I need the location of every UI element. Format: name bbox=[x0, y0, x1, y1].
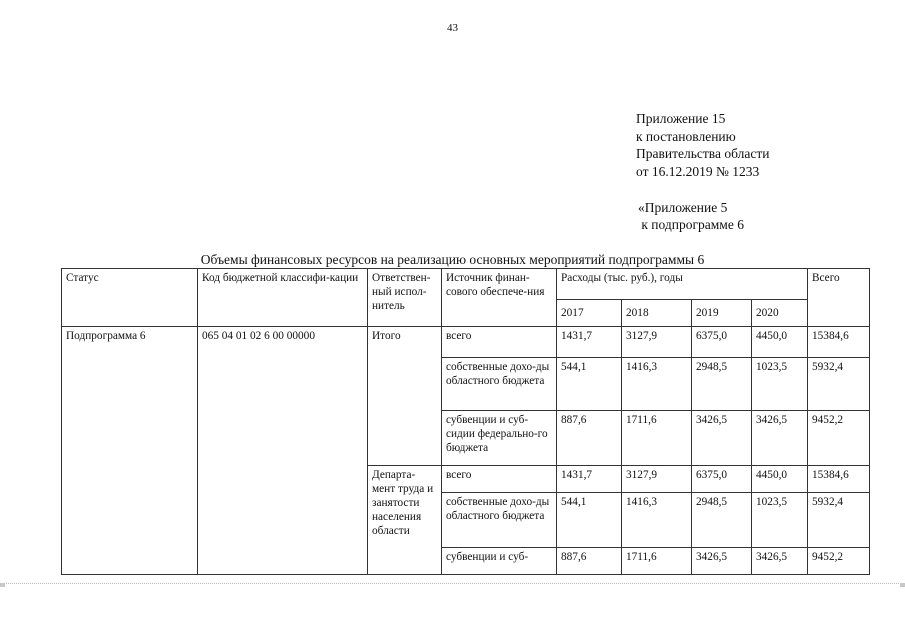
header-year: 2020 bbox=[752, 300, 808, 327]
page-fold-line bbox=[0, 583, 905, 584]
header-status: Статус bbox=[62, 269, 198, 327]
source-cell: субвенции и суб-сидии федерально-го бюджета bbox=[442, 411, 557, 466]
header-source: Источник финан-сового обеспече-ния bbox=[442, 269, 557, 327]
header-executor: Ответствен-ный испол-нитель bbox=[368, 269, 442, 327]
header-expenses: Расходы (тыс. руб.), годы bbox=[557, 269, 808, 300]
page-edge-mark bbox=[900, 583, 905, 587]
sub-appendix-line: «Приложение 5 bbox=[638, 200, 728, 215]
header-code: Код бюджетной классифи-кации bbox=[198, 269, 368, 327]
executor-cell: Департа-мент труда и занятости населения области bbox=[368, 466, 442, 575]
appendix-line: от 16.12.2019 № 1233 bbox=[636, 163, 760, 179]
sub-appendix-block bbox=[638, 200, 744, 233]
value-cell: 2948,5 bbox=[692, 493, 752, 548]
value-cell: 1711,6 bbox=[622, 411, 692, 466]
value-cell: 544,1 bbox=[557, 358, 622, 411]
appendix-block bbox=[636, 110, 769, 180]
value-cell: 4450,0 bbox=[752, 466, 808, 493]
total-cell: 5932,4 bbox=[808, 493, 870, 548]
value-cell: 4450,0 bbox=[752, 327, 808, 358]
value-cell: 3426,5 bbox=[752, 411, 808, 466]
value-cell: 887,6 bbox=[557, 548, 622, 575]
value-cell: 1023,5 bbox=[752, 493, 808, 548]
total-cell: 15384,6 bbox=[808, 466, 870, 493]
value-cell: 3426,5 bbox=[692, 411, 752, 466]
finance-table bbox=[61, 268, 870, 575]
header-year: 2017 bbox=[557, 300, 622, 327]
value-cell: 1431,7 bbox=[557, 327, 622, 358]
value-cell: 887,6 bbox=[557, 411, 622, 466]
total-cell: 15384,6 bbox=[808, 327, 870, 358]
page-edge-mark bbox=[0, 583, 5, 587]
page-number: 43 bbox=[447, 22, 458, 34]
source-cell: собственные дохо-ды областного бюджета bbox=[442, 358, 557, 411]
value-cell: 544,1 bbox=[557, 493, 622, 548]
appendix-line: Приложение 15 bbox=[636, 111, 726, 126]
executor-cell: Итого bbox=[368, 327, 442, 466]
header-year: 2018 bbox=[622, 300, 692, 327]
code-cell: 065 04 01 02 6 00 00000 bbox=[198, 327, 368, 575]
header-total: Всего bbox=[808, 269, 870, 327]
table-row bbox=[62, 327, 870, 358]
value-cell: 6375,0 bbox=[692, 327, 752, 358]
value-cell: 6375,0 bbox=[692, 466, 752, 493]
value-cell: 3127,9 bbox=[622, 466, 692, 493]
appendix-line: Правительства области bbox=[636, 146, 770, 161]
document-title: Объемы финансовых ресурсов на реализацию основных мероприятий подпрограммы 6 bbox=[200, 252, 705, 267]
source-cell: субвенции и суб- bbox=[442, 548, 557, 575]
value-cell: 2948,5 bbox=[692, 358, 752, 411]
total-cell: 5932,4 bbox=[808, 358, 870, 411]
value-cell: 3426,5 bbox=[752, 548, 808, 575]
source-cell: всего bbox=[442, 466, 557, 493]
header-year: 2019 bbox=[692, 300, 752, 327]
value-cell: 1711,6 bbox=[622, 548, 692, 575]
source-cell: собственные дохо-ды областного бюджета bbox=[442, 493, 557, 548]
appendix-line: к постановлению bbox=[636, 128, 736, 144]
sub-appendix-line: к подпрограмме 6 bbox=[638, 216, 744, 232]
value-cell: 3127,9 bbox=[622, 327, 692, 358]
value-cell: 1416,3 bbox=[622, 493, 692, 548]
value-cell: 3426,5 bbox=[692, 548, 752, 575]
status-cell: Подпрограмма 6 bbox=[62, 327, 198, 575]
total-cell: 9452,2 bbox=[808, 411, 870, 466]
source-cell: всего bbox=[442, 327, 557, 358]
value-cell: 1431,7 bbox=[557, 466, 622, 493]
total-cell: 9452,2 bbox=[808, 548, 870, 575]
value-cell: 1416,3 bbox=[622, 358, 692, 411]
value-cell: 1023,5 bbox=[752, 358, 808, 411]
